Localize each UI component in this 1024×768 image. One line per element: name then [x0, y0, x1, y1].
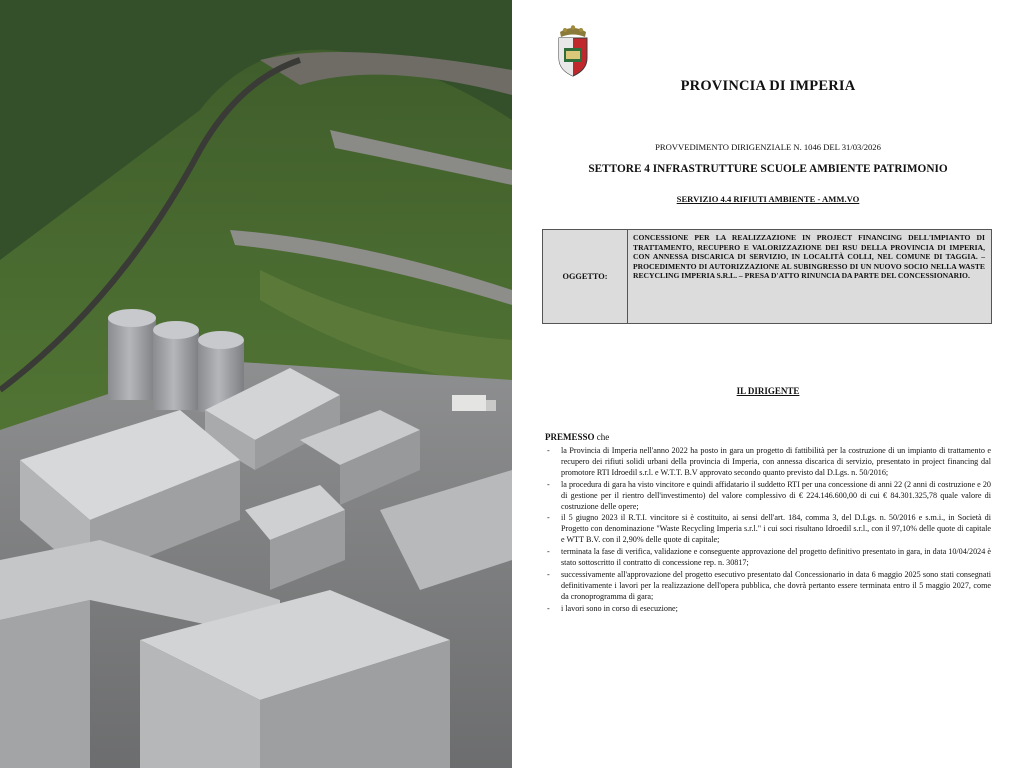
list-item: - la procedura di gara ha visto vincitore e quindi affidatario il suddetto RTI per una concessione di anni 22 (2 anni di costruzione e 20 di gestione per il rientro dell'investimento) del valore complessivo di € 224.146.600,00 di cui € 84.301.325,78 quale valore di costruzione delle opere;: [545, 480, 991, 513]
provvedimento-line: PROVVEDIMENTO DIRIGENZIALE N. 1046 DEL 31/03/2026: [655, 142, 881, 152]
dirigente-heading: IL DIRIGENTE: [736, 386, 800, 396]
settore-heading: SETTORE 4 INFRASTRUTTURE SCUOLE AMBIENTE PATRIMONIO: [588, 163, 948, 175]
list-item: - i lavori sono in corso di esecuzione;: [545, 604, 991, 615]
crest-icon: [552, 24, 594, 78]
list-item: - terminata la fase di verifica, validazione e conseguente approvazione del progetto definitivo presentato in gara, in data 10/04/2024 è stato sottoscritto il contratto di concessione rep. n. 30817;: [545, 547, 991, 569]
servizio-heading: SERVIZIO 4.4 RIFIUTI AMBIENTE - AMM.VO: [676, 194, 860, 204]
list-item: - successivamente all'approvazione del progetto esecutivo presentato dal Concessionario in data 6 maggio 2025 sono stati consegnati definitivamente i lavori per la realizzazione dell'opera pubblica, che dovrà pertanto essere terminata entro il 5 maggio 2027, come da cronoprogramma di gara;: [545, 570, 991, 603]
oggetto-label: OGGETTO:: [543, 230, 628, 323]
premesso-line: [545, 432, 609, 442]
oggetto-text: CONCESSIONE PER LA REALIZZAZIONE IN PROJECT FINANCING DELL'IMPIANTO DI TRATTAMENTO, RECUPERO E VALORIZZAZIONE DEI RSU DELLA PROVINCIA DI IMPERIA, CON ANNESSA DISCARICA DI SERVIZIO, IN LOCALITÀ COLLI, NEL COMUNE DI TAGGIA. – PROCEDIMENTO DI AUTORIZZAZIONE AL SUBINGRESSO DI UN NUOVO SOCIO NELLA WASTE RECYCLING IMPERIA S.R.L. – PRESA D'ATTO RINUNCIA DA PARTE DEL CONCESSIONARIO.: [633, 233, 985, 281]
list-item: - il 5 giugno 2023 il R.T.I. vincitore si è costituito, ai sensi dell'art. 184, comma 3, del D.Lgs. n. 50/2016 e s.m.i., in Società di Progetto con denominazione "Waste Recycling Imperia s.r.l." i cui soci risultano Idroedil s.r.l., con il 97,10% delle quote di capitale e WTT B.V. con il 2,90% delle quote di capitale;: [545, 513, 991, 546]
document-page: [512, 0, 1024, 768]
list-item: - la Provincia di Imperia nell'anno 2022 ha posto in gara un progetto di fattibilità per la costruzione di un impianto di trattamento e recupero dei rifiuti solidi urbani della provincia di Imperia, con annessa discarica di servizio, presentato in project financing dal promotore RTI Idroedil s.r.l. e W.T.T. B.V approvato secondo quanto previsto dal D.Lgs. n. 50/2016;: [545, 446, 991, 479]
premesso-bold: PREMESSO: [545, 432, 595, 442]
premesso-list: [545, 446, 991, 616]
oggetto-box: [542, 229, 992, 324]
province-title: PROVINCIA DI IMPERIA: [680, 78, 856, 94]
premesso-rest: che: [594, 432, 610, 442]
